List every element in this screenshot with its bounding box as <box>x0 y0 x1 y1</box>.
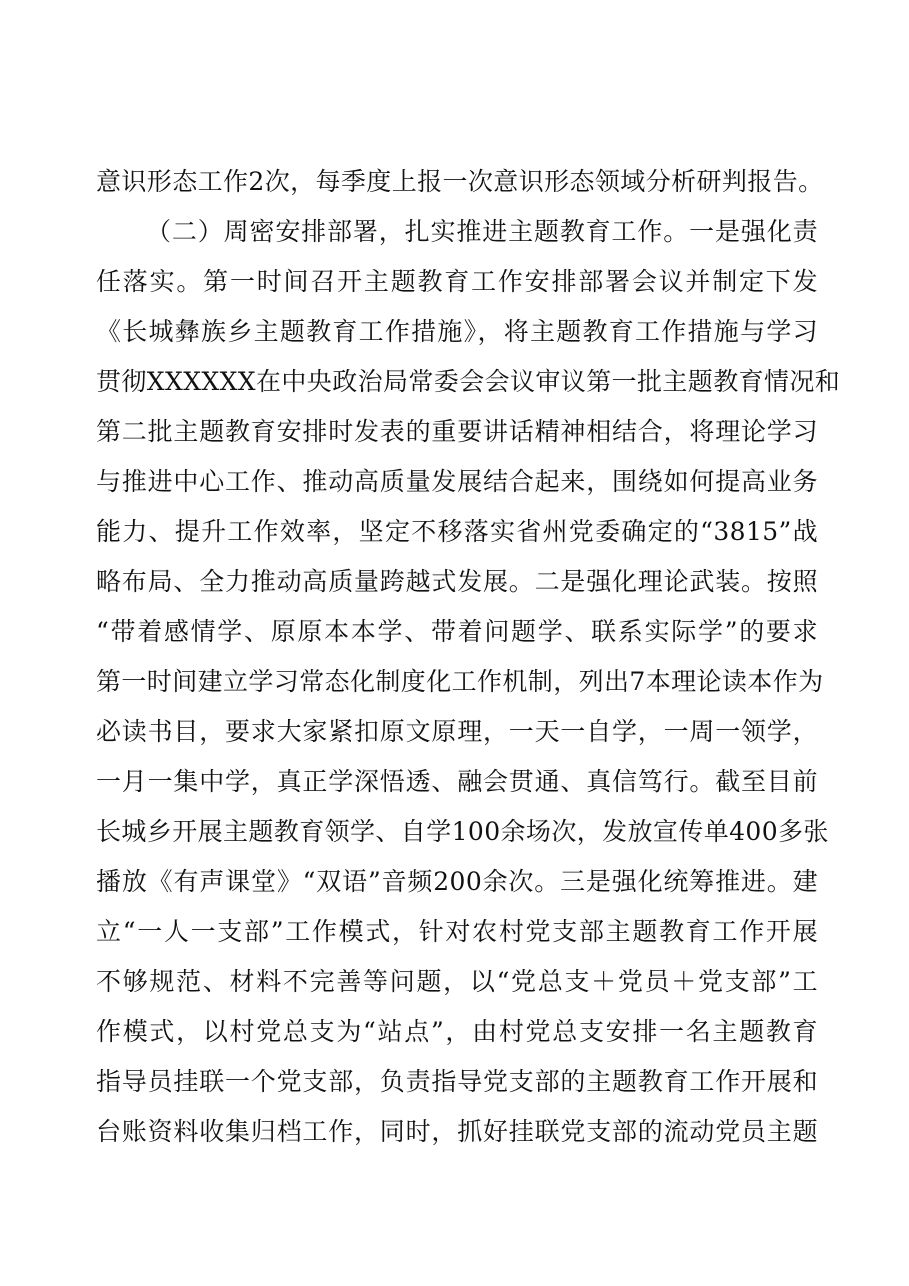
paragraph-line-9: 略布局、全力推动高质量跨越式发展。二是强化理论武装。按照 <box>96 567 818 596</box>
paragraph-line-17: 不够规范、材料不完善等问题，以“党总支＋党员＋党支部”工 <box>96 967 818 996</box>
paragraph-line-20: 台账资料收集归档工作，同时，抓好挂联党支部的流动党员主题 <box>96 1117 818 1146</box>
paragraph-line-16: 立“一人一支部”工作模式，针对农村党支部主题教育工作开展 <box>96 917 818 946</box>
paragraph-line-14: 长城乡开展主题教育领学、自学100余场次，发放宣传单400多张 <box>96 817 829 846</box>
paragraph-line-8: 能力、提升工作效率，坚定不移落实省州党委确定的“3815”战 <box>96 517 818 546</box>
paragraph-line-12: 必读书目，要求大家紧扣原文原理，一天一自学，一周一领学， <box>96 717 818 746</box>
paragraph-line-15: 播放《有声课堂》“双语”音频200余次。三是强化统筹推进。建 <box>96 867 818 896</box>
paragraph-line-1: 意识形态工作2次，每季度上报一次意识形态领域分析研判报告。 <box>96 167 824 196</box>
paragraph-line-19: 指导员挂联一个党支部，负责指导党支部的主题教育工作开展和 <box>96 1067 818 1096</box>
paragraph-line-7: 与推进中心工作、推动高质量发展结合起来，围绕如何提高业务 <box>96 467 818 496</box>
paragraph-line-4: 《长城彝族乡主题教育工作措施》，将主题教育工作措施与学习 <box>96 317 818 346</box>
paragraph-line-10: “带着感情学、原原本本学、带着问题学、联系实际学”的要求 <box>96 617 818 646</box>
paragraph-line-5: 贯彻XXXXXX在中央政治局常委会会议审议第一批主题教育情况和 <box>96 367 841 396</box>
paragraph-line-2: （二）周密安排部署，扎实推进主题教育工作。一是强化责 <box>146 217 818 246</box>
paragraph-line-6: 第二批主题教育安排时发表的重要讲话精神相结合，将理论学习 <box>96 417 818 446</box>
paragraph-line-18: 作模式，以村党总支为“站点”，由村党总支安排一名主题教育 <box>96 1017 818 1046</box>
paragraph-line-11: 第一时间建立学习常态化制度化工作机制，列出7本理论读本作为 <box>96 667 824 696</box>
paragraph-line-3: 任落实。第一时间召开主题教育工作安排部署会议并制定下发 <box>96 267 818 296</box>
paragraph-line-13: 一月一集中学，真正学深悟透、融会贯通、真信笃行。截至目前 <box>96 767 818 796</box>
